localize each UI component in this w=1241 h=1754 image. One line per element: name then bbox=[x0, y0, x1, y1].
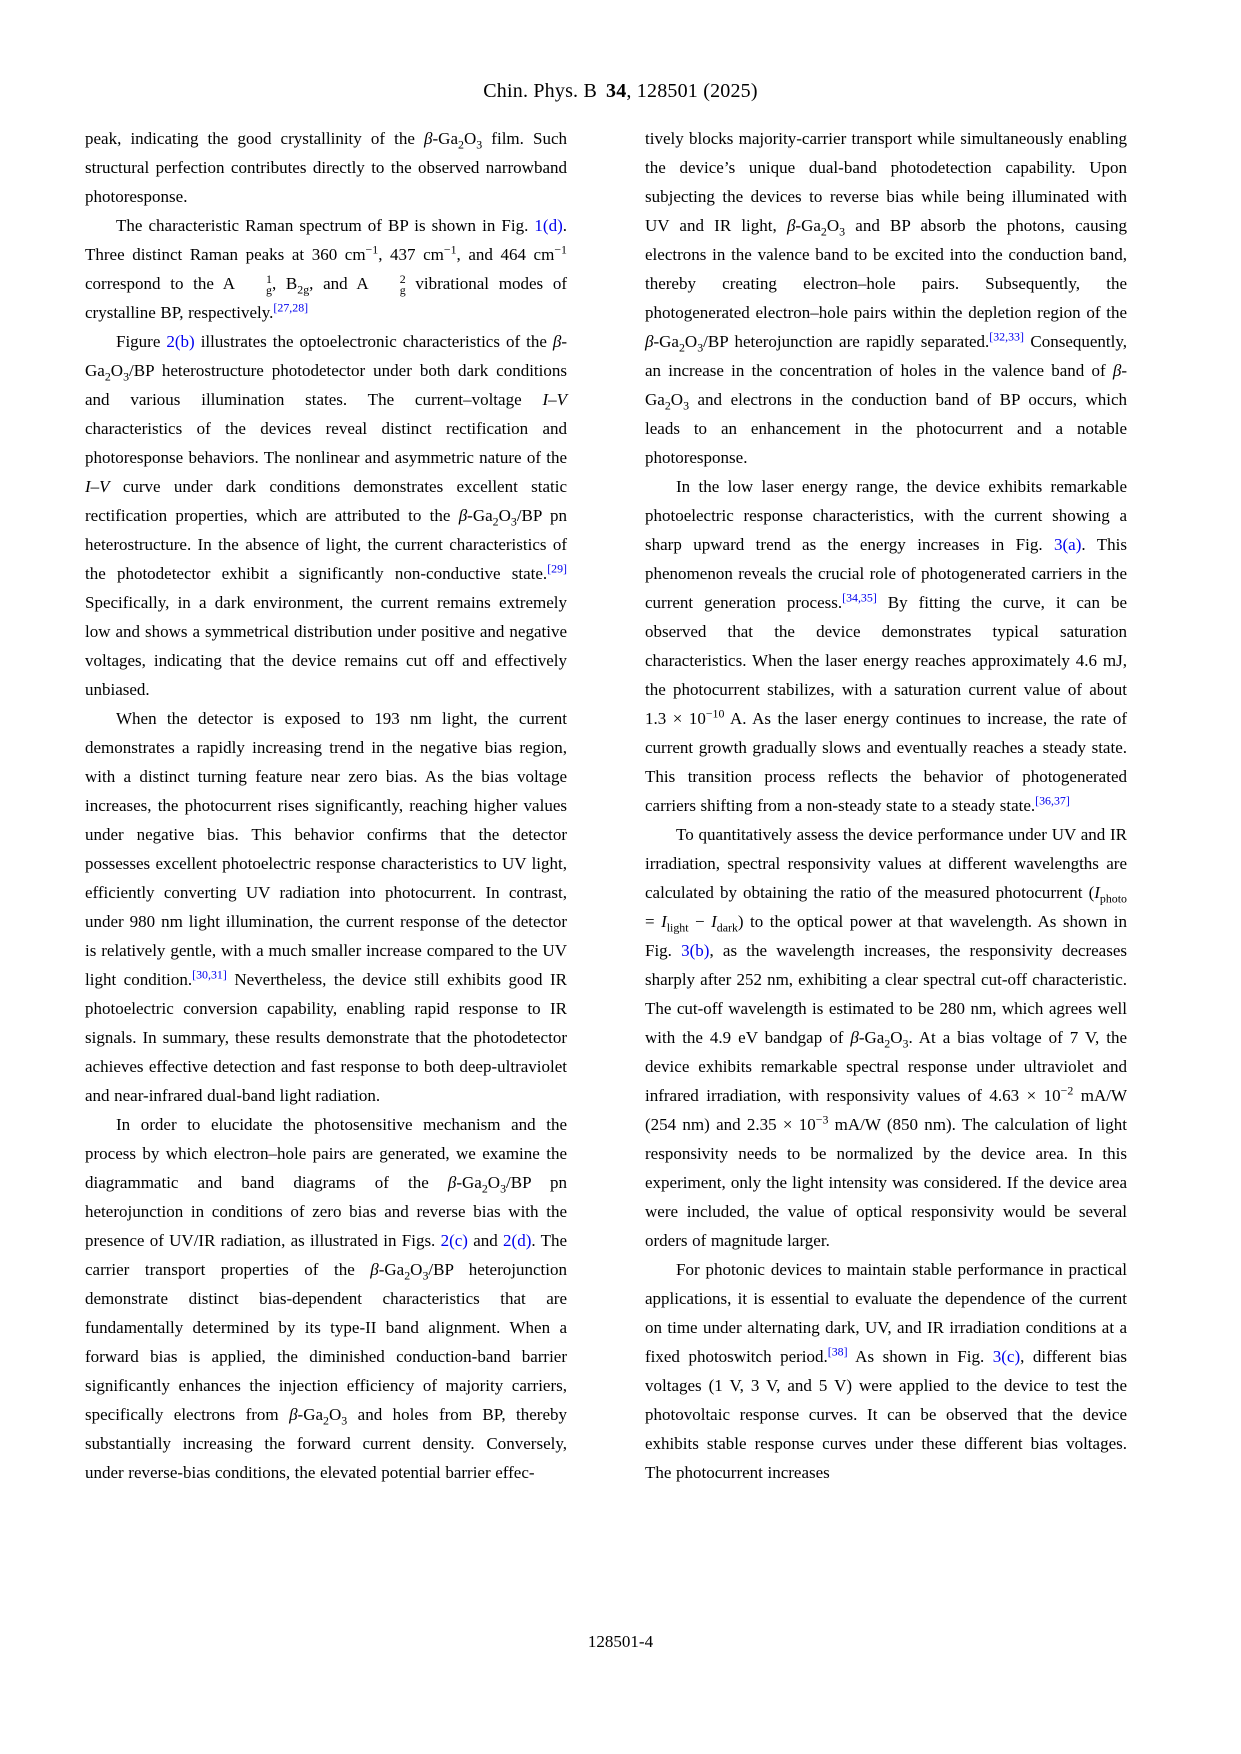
citation-superscript bbox=[547, 561, 567, 575]
italic-text: β bbox=[289, 1405, 298, 1424]
sub-text: 3 bbox=[839, 224, 846, 239]
italic-text: β bbox=[786, 216, 796, 235]
sub-text: 2 bbox=[458, 137, 464, 152]
journal-volume: 34 bbox=[606, 80, 627, 102]
italic-text: I bbox=[711, 912, 717, 931]
sub-text: 3 bbox=[422, 1268, 429, 1283]
citation-superscript bbox=[192, 967, 227, 981]
sub-text: 2 bbox=[481, 1181, 488, 1196]
citation-superscript bbox=[1035, 793, 1070, 807]
two-column-body bbox=[85, 124, 1127, 1487]
figure-ref-link[interactable]: 3(a) bbox=[1054, 535, 1082, 554]
italic-text: β bbox=[850, 1028, 859, 1047]
figure-ref-link[interactable]: 1(d) bbox=[534, 216, 563, 235]
sub-text: 2 bbox=[104, 369, 111, 384]
citation-superscript bbox=[842, 590, 877, 604]
journal-header bbox=[0, 80, 1241, 103]
italic-text: I bbox=[542, 390, 549, 409]
sub-text: 2 bbox=[664, 398, 671, 413]
page-number: 128501-4 bbox=[587, 1632, 654, 1651]
citation-superscript bbox=[828, 1344, 848, 1358]
italic-text: I bbox=[1094, 883, 1100, 902]
italic-text: I bbox=[661, 912, 667, 931]
sup-text: −1 bbox=[554, 242, 567, 257]
sub-text: 3 bbox=[510, 514, 517, 529]
sub-text: 2 bbox=[820, 224, 827, 239]
sub-text: 2 bbox=[492, 514, 499, 529]
figure-ref-link[interactable]: 3(c) bbox=[992, 1347, 1021, 1366]
paragraph: tively blocks majority-carrier transport while simultaneously enabling the device’s unique dual-band photodetection capability. Upon subjecting the devices to reverse bias while being illuminated with UV and IR light, $\beta-Ga_2O_3$ and BP absorb the photons, causing electrons in the valence band to be excited into the conduction band, thereby creating electron–hole pairs. Subsequently, the photogenerated electron–hole pairs within the depletion region of the $\beta-Ga_2O_3/BP$ heterojunction are rapidly separated.[32,33] Consequently, an increase in the concentration of holes in the valence band of $\beta-Ga_2O_3$ and electrons in the conduction band of BP occurs, which leads to an enhancement in the photocurrent and a notable photoresponse. bbox=[645, 129, 1128, 467]
italic-text: β bbox=[552, 332, 562, 351]
stacked-sup-sub: 2 g bbox=[399, 272, 406, 298]
paragraph: peak, indicating the good crystallinity of the $\beta-Ga_2O_3$ film. Such structural perfection contributes directly to the observed narrowband photoresponse. bbox=[85, 129, 568, 206]
sup-text: −1 bbox=[443, 242, 457, 257]
citation-link[interactable]: [32,33] bbox=[989, 329, 1024, 344]
citation-superscript bbox=[989, 329, 1024, 343]
sup-text: −1 bbox=[365, 242, 379, 257]
italic-text: β bbox=[458, 506, 468, 525]
figure-ref-link[interactable]: 2(d) bbox=[503, 1231, 532, 1250]
paragraph: When the detector is exposed to 193 nm light, the current demonstrates a rapidly increasing trend in the negative bias region, with a distinct turning feature near zero bias. As the bias voltage increases, the photocurrent rises significantly, reaching higher values under negative bias. This behavior confirms that the detector possesses excellent photoelectric response characteristics to UV light, efficiently converting UV radiation into photocurrent. In contrast, under 980 nm light illumination, the current response of the detector is relatively gentle, with a much smaller increase compared to the UV light condition.[30,31] Nevertheless, the device still exhibits good IR photoelectric conversion capability, enabling rapid response to IR signals. In summary, these results demonstrate that the photodetector achieves effective detection and fast response to both deep-ultraviolet and near-infrared dual-band light radiation. bbox=[85, 709, 567, 1105]
italic-text: I bbox=[85, 477, 91, 496]
citation-link[interactable]: [34,35] bbox=[842, 590, 877, 605]
sub-text: 2 bbox=[884, 1036, 891, 1051]
sub-text: dark bbox=[716, 920, 738, 935]
sub-text: 2g bbox=[297, 282, 310, 297]
paragraph: In the low laser energy range, the device exhibits remarkable photoelectric response characteristics, with the current showing a sharp upward trend as the energy increases in Fig. 3(a). This phenomenon reveals the crucial role of photogenerated carriers in the current generation process.[34,35] By fitting the curve, it can be observed that the device demonstrates typical saturation characteristics. When the laser energy reaches approximately 4.6 mJ, the photocurrent stabilizes, with a saturation current value of about $1.3 \times 10^{-10}$ A. As the laser energy continues to increase, the rate of current growth gradually slows and eventually reaches a steady state. This transition process reflects the behavior of photogenerated carriers shifting from a non-steady state to a steady state.[36,37] bbox=[645, 477, 1127, 815]
sub-text: 3 bbox=[902, 1036, 909, 1051]
paragraph: To quantitatively assess the device performance under UV and IR irradiation, spectral responsivity values at different wavelengths are calculated by obtaining the ratio of the measured photocurrent $(I_{photo} = I_{light} - I_{dark})$ to the optical power at that wavelength. As shown in Fig. 3(b), as the wavelength increases, the responsivity decreases sharply after 252 nm, exhibiting a clear spectral cut-off characteristic. The cut-off wavelength is estimated to be 280 nm, which agrees well with the 4.9 eV bandgap of $\beta-Ga_2O_3$. At a bias voltage of 7 V, the device exhibits remarkable spectral response under ultraviolet and infrared irradiation, with responsivity values of $4.63 \times 10^{-2}$ mA/W (254 nm) and $2.35 \times 10^{-3}$ mA/W (850 nm). The calculation of light responsivity needs to be normalized by the device area. In this experiment, only the light intensity was considered. If the device area were included, the value of optical responsivity would be several orders of magnitude larger. bbox=[645, 825, 1127, 1250]
sup-text: −10 bbox=[705, 706, 725, 721]
left-column bbox=[85, 124, 567, 1487]
sub-text: 2 bbox=[678, 340, 685, 355]
sub-text: 2 bbox=[323, 1413, 329, 1428]
figure-ref-link[interactable]: 2(c) bbox=[440, 1231, 468, 1250]
sub-text: photo bbox=[1099, 891, 1127, 906]
sub-text: 3 bbox=[500, 1181, 507, 1196]
citation-link[interactable]: [38] bbox=[827, 1344, 848, 1359]
paragraph: The characteristic Raman spectrum of BP is shown in Fig. 1(d). Three distinct Raman peaks at 360 $cm^{-1}$, 437 $cm^{-1}$, and 464 $cm^{-1}$ correspond to the A 1 g , $B_{2g}$, and A 2 g vibrational modes of crystalline BP, respectively.[27,28] bbox=[85, 216, 567, 322]
citation-link[interactable]: [27,28] bbox=[273, 300, 309, 315]
italic-text: β bbox=[424, 129, 433, 148]
sub-text: 3 bbox=[476, 137, 483, 152]
stacked-sup-sub: 1 g bbox=[266, 272, 272, 298]
italic-text: V bbox=[99, 477, 110, 496]
italic-text: β bbox=[1112, 361, 1122, 380]
sub-text: 3 bbox=[697, 340, 704, 355]
sub-text: light bbox=[666, 920, 689, 935]
citation-superscript bbox=[273, 300, 308, 314]
figure-ref-link[interactable]: 2(b) bbox=[166, 332, 195, 351]
journal-name: Chin. Phys. B bbox=[483, 80, 597, 102]
italic-text: β bbox=[447, 1173, 457, 1192]
figure-ref-link[interactable]: 3(b) bbox=[681, 941, 710, 960]
citation-link[interactable]: [29] bbox=[547, 561, 567, 576]
sup-text: −3 bbox=[815, 1112, 829, 1127]
sub-text: 3 bbox=[123, 369, 130, 384]
sub-text: 3 bbox=[683, 398, 690, 413]
citation-link[interactable]: [30,31] bbox=[192, 967, 227, 982]
sub-text: 2 bbox=[404, 1268, 411, 1283]
italic-text: V bbox=[556, 390, 567, 409]
citation-link[interactable]: [36,37] bbox=[1035, 793, 1070, 808]
right-column bbox=[645, 124, 1127, 1487]
paragraph: Figure 2(b) illustrates the optoelectronic characteristics of the $\beta-Ga_2O_3/BP$ heterostructure photodetector under both dark conditions and various illumination states. The current–voltage I–V characteristics of the devices reveal distinct rectification and photoresponse behaviors. The nonlinear and asymmetric nature of the I–V curve under dark conditions demonstrates excellent static rectification properties, which are attributed to the $\beta-Ga_2O_3/BP$ pn heterostructure. In the absence of light, the current characteristics of the photodetector exhibit a significantly non-conductive state.[29] Specifically, in a dark environment, the current remains extremely low and shows a symmetrical distribution under positive and negative voltages, indicating that the device remains cut off and effectively unbiased. bbox=[85, 332, 567, 699]
italic-text: β bbox=[370, 1260, 379, 1279]
page-footer bbox=[0, 1632, 1241, 1652]
italic-text: β bbox=[645, 332, 654, 351]
journal-issue-info: , 128501 (2025) bbox=[626, 80, 758, 102]
paragraph: For photonic devices to maintain stable performance in practical applications, it is essential to evaluate the dependence of the current on time under alternating dark, UV, and IR irradiation conditions at a fixed photoswitch period.[38] As shown in Fig. 3(c), different bias voltages (1 V, 3 V, and 5 V) were applied to the device to test the photovoltaic response curves. It can be observed that the device exhibits stable response curves under these different bias voltages. The photocurrent increases bbox=[645, 1260, 1128, 1482]
sub-text: 3 bbox=[341, 1413, 348, 1428]
sup-text: −2 bbox=[1060, 1083, 1074, 1098]
paragraph: In order to elucidate the photosensitive mechanism and the process by which electron–hole pairs are generated, we examine the diagrammatic and band diagrams of the $\beta-Ga_2O_3/BP$ pn heterojunction in conditions of zero bias and reverse bias with the presence of UV/IR radiation, as illustrated in Figs. 2(c) and 2(d). The carrier transport properties of the $\beta-Ga_2O_3/BP$ heterojunction demonstrate distinct bias-dependent characteristics that are fundamentally determined by its type-II band alignment. When a forward bias is applied, the diminished conduction-band barrier significantly enhances the injection efficiency of majority carriers, specifically electrons from $\beta-Ga_2O_3$ and holes from BP, thereby substantially increasing the forward current density. Conversely, under reverse-bias conditions, the elevated potential barrier effec- bbox=[85, 1115, 568, 1482]
